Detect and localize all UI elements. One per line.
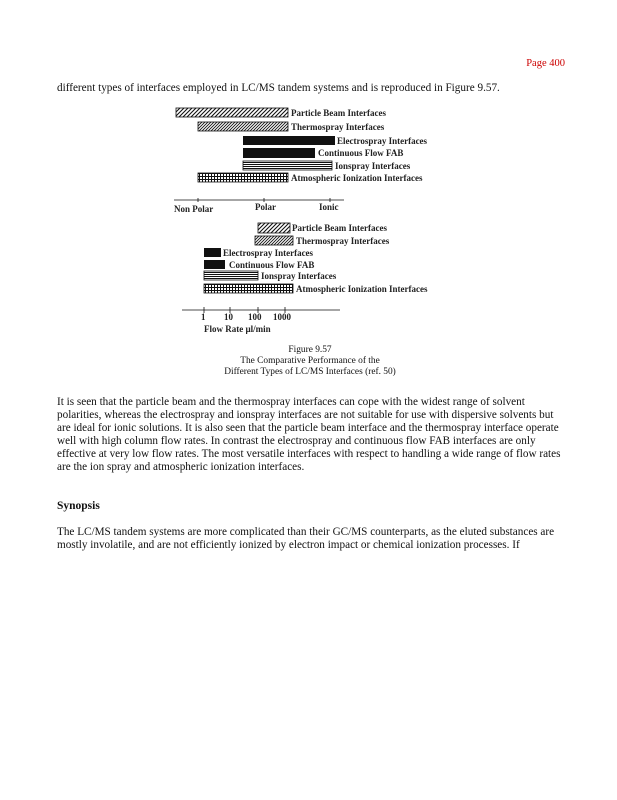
page-number: Page 400	[526, 58, 565, 69]
polarity-label-thermospray: Thermospray Interfaces	[291, 122, 385, 132]
polarity-bar-row-3	[243, 148, 403, 158]
flow-label-ionspray: Ionspray Interfaces	[261, 271, 337, 281]
polarity-bar-thermospray	[198, 122, 288, 131]
flow-bar-atmospheric	[204, 284, 293, 293]
polarity-bar-row-0	[176, 108, 386, 118]
polarity-tick-label-ionic: Ionic	[319, 202, 339, 212]
figure-caption	[160, 345, 460, 378]
flow-tick-label-1000: 1000	[273, 312, 291, 322]
flow-label-thermospray: Thermospray Interfaces	[296, 236, 390, 246]
flow-label-atmospheric: Atmospheric Ionization Interfaces	[296, 284, 428, 294]
polarity-bar-row-1	[198, 122, 385, 132]
flow-bar-ionspray	[204, 271, 258, 280]
polarity-bar-particle-beam	[176, 108, 288, 117]
caption-line-1: The Comparative Performance of the	[240, 356, 380, 366]
flow-tick-label-1: 1	[201, 312, 206, 322]
flow-bar-cf-fab	[204, 260, 225, 269]
polarity-panel	[174, 108, 428, 214]
flow-label-cf-fab: Continuous Flow FAB	[229, 260, 315, 270]
polarity-label-particle-beam: Particle Beam Interfaces	[291, 108, 386, 118]
section-heading-synopsis: Synopsis	[57, 500, 100, 512]
flow-bar-row-2	[204, 248, 314, 258]
flow-label-particle-beam: Particle Beam Interfaces	[292, 223, 387, 233]
flow-tick-label-100: 100	[248, 312, 262, 322]
flow-bar-row-5	[204, 284, 428, 294]
flow-bar-row-3	[204, 260, 314, 270]
polarity-bar-row-5	[198, 173, 423, 183]
interface-performance-chart	[160, 104, 470, 340]
polarity-label-ionspray: Ionspray Interfaces	[335, 161, 411, 171]
flow-bar-row-1	[255, 236, 390, 246]
figure-9-57	[160, 104, 470, 340]
paragraph-2: The LC/MS tandem systems are more complicated than their GC/MS counterparts, as the eluted substances are mostly involatile, and are not efficiently ionized by electron impact or chemical ionization processes. If	[57, 526, 555, 551]
polarity-label-electrospray: Electrospray Interfaces	[337, 136, 428, 146]
polarity-bar-ionspray	[243, 161, 332, 170]
polarity-bar-row-2	[243, 136, 428, 146]
flow-bar-thermospray	[255, 236, 293, 245]
polarity-bar-row-4	[243, 161, 411, 171]
polarity-bar-atmospheric	[198, 173, 288, 182]
polarity-label-atmospheric: Atmospheric Ionization Interfaces	[291, 173, 423, 183]
flow-bar-electrospray	[204, 248, 221, 257]
caption-line-2: Different Types of LC/MS Interfaces (ref. 50)	[224, 367, 396, 377]
flow-bar-row-4	[204, 271, 337, 281]
polarity-label-cf-fab: Continuous Flow FAB	[318, 148, 404, 158]
flow-rate-panel	[182, 223, 428, 334]
flow-bar-particle-beam	[258, 223, 290, 233]
polarity-bar-cf-fab	[243, 148, 315, 158]
polarity-tick-label-polar: Polar	[255, 202, 276, 212]
flow-bar-row-0	[258, 223, 387, 233]
paragraph-1: It is seen that the particle beam and the thermospray interfaces can cope with the widest range of solvent polarities, whereas the electrospray and ionspray interfaces are not suitable for use with dispersive solvents but are ideal for ionic solutions. It is also seen that the particle beam interface and the thermospray interface operate well with high column flow rates. In contrast the electrospray and continuous flow FAB interfaces are only effective at very low flow rates. The most versatile interfaces with respect to handling a wide range of flow rates are the ion spray and atmospheric ionization interfaces.	[57, 396, 561, 473]
flow-axis-title: Flow Rate µl/min	[204, 324, 271, 334]
flow-label-electrospray: Electrospray Interfaces	[223, 248, 314, 258]
caption-number: Figure 9.57	[288, 345, 332, 355]
flow-tick-label-10: 10	[224, 312, 233, 322]
intro-text: different types of interfaces employed in LC/MS tandem systems and is reproduced in Figure 9.57.	[57, 82, 500, 94]
polarity-bar-electrospray	[243, 136, 335, 145]
polarity-tick-label-nonpolar: Non Polar	[174, 204, 214, 214]
